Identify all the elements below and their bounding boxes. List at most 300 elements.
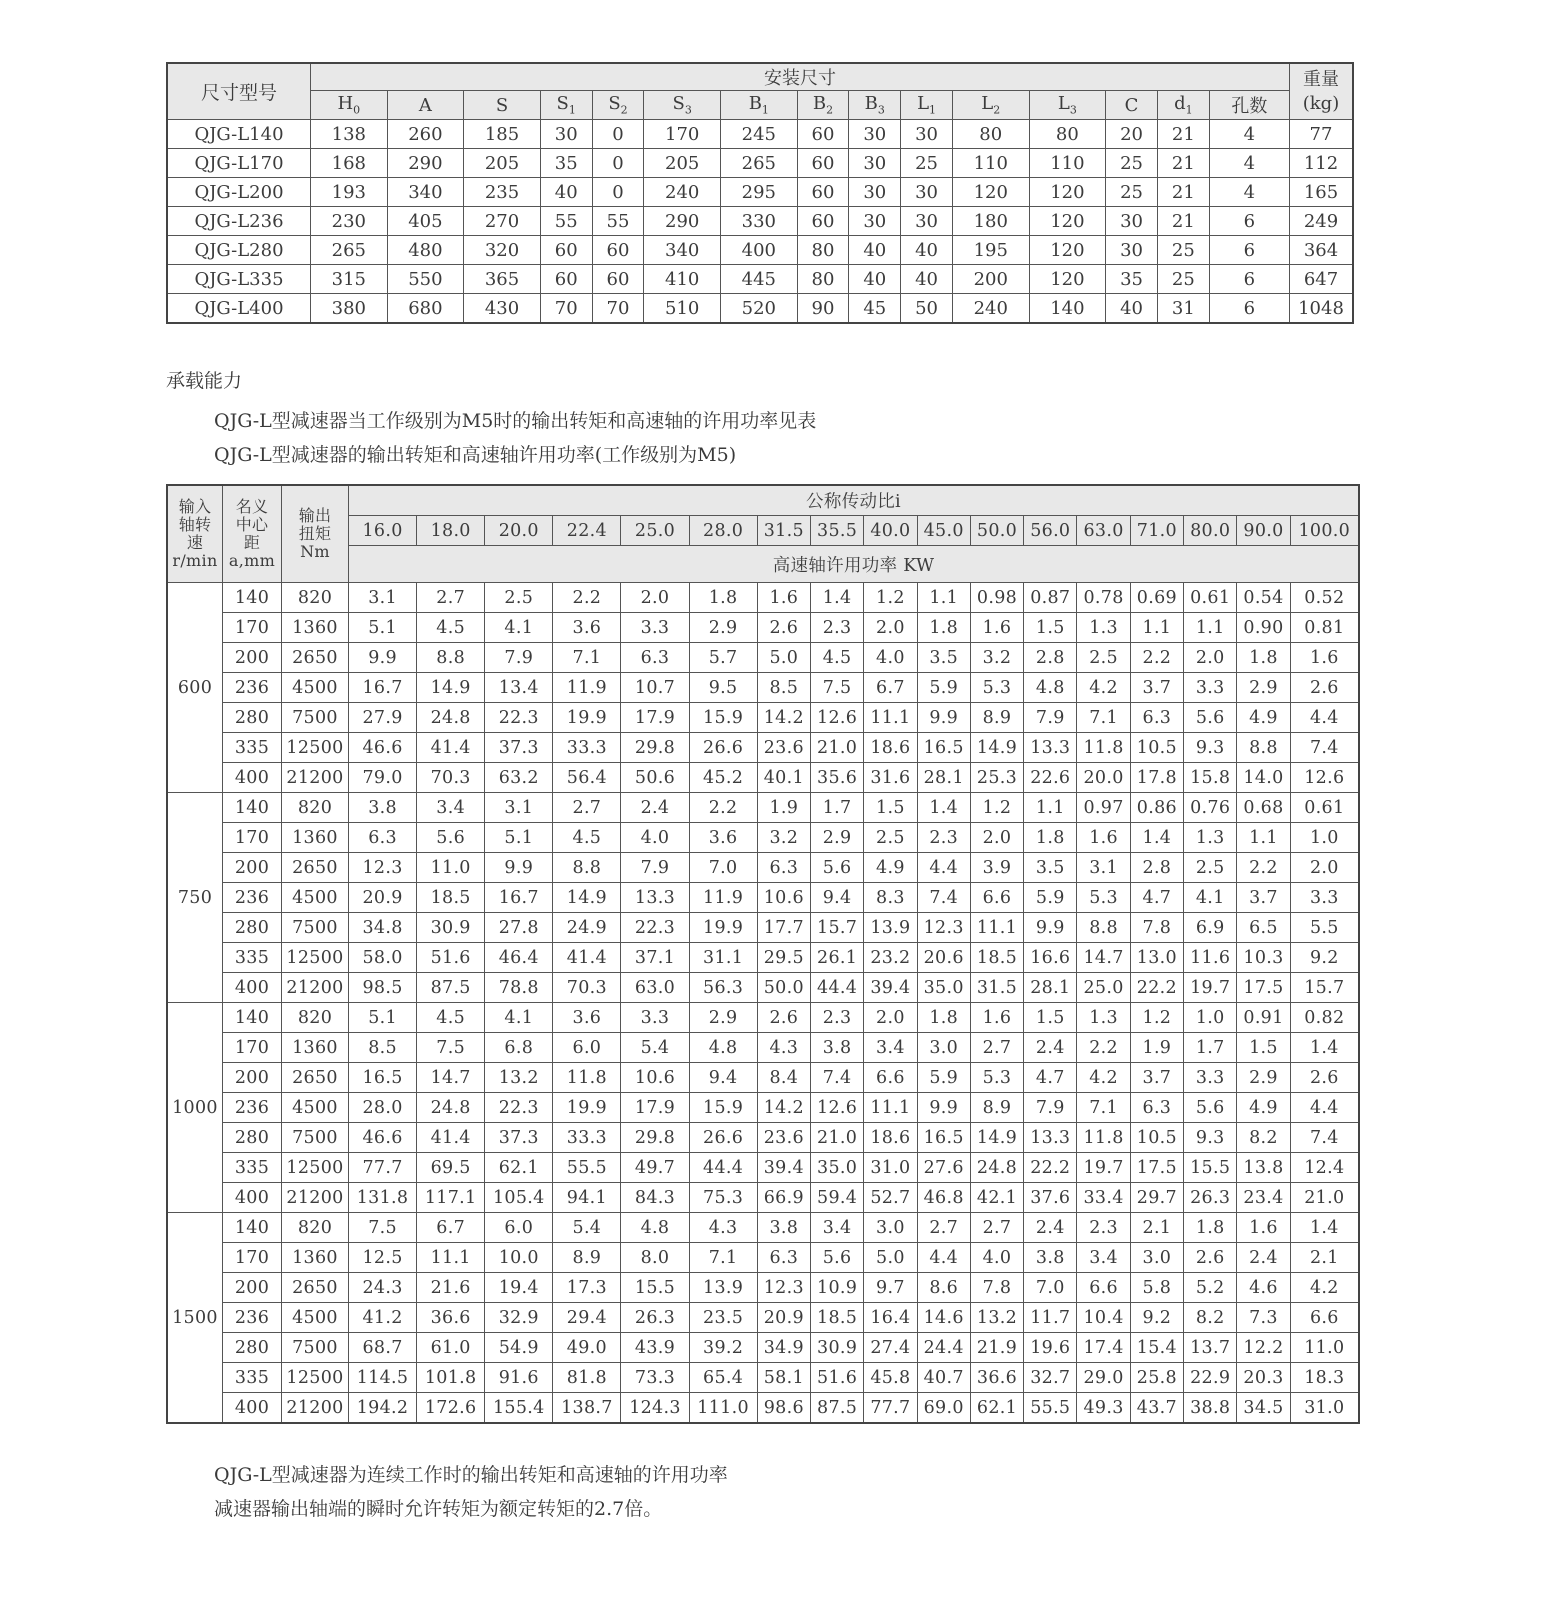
value-cell: 30 bbox=[901, 178, 953, 207]
power-cell: 22.2 bbox=[1024, 1153, 1077, 1183]
power-cell: 10.6 bbox=[621, 1063, 689, 1093]
power-cell: 7.1 bbox=[1077, 703, 1130, 733]
torque-cell: 2650 bbox=[282, 853, 349, 883]
power-cell: 2.3 bbox=[1077, 1213, 1130, 1243]
power-cell: 8.3 bbox=[864, 883, 917, 913]
power-cell: 8.8 bbox=[1237, 733, 1290, 763]
input-speed-header bbox=[167, 485, 223, 583]
center-distance-cell: 170 bbox=[223, 1243, 282, 1273]
power-cell: 52.7 bbox=[864, 1183, 917, 1213]
power-cell: 63.2 bbox=[485, 763, 553, 793]
power-cell: 4.5 bbox=[417, 1003, 485, 1033]
power-cell: 3.6 bbox=[553, 1003, 621, 1033]
power-cell: 0.61 bbox=[1290, 793, 1359, 823]
power-cell: 1.0 bbox=[1290, 823, 1359, 853]
table-row bbox=[167, 763, 1359, 793]
power-cell: 36.6 bbox=[970, 1363, 1023, 1393]
power-cell: 14.9 bbox=[553, 883, 621, 913]
ratio-header: 56.0 bbox=[1024, 516, 1077, 546]
column-symbol: L bbox=[981, 93, 994, 115]
input-speed-cell: 1000 bbox=[167, 1003, 223, 1213]
power-cell: 69.5 bbox=[417, 1153, 485, 1183]
power-cell: 17.9 bbox=[621, 703, 689, 733]
power-cell: 14.0 bbox=[1237, 763, 1290, 793]
power-cell: 3.3 bbox=[1184, 1063, 1237, 1093]
power-cell: 6.5 bbox=[1237, 913, 1290, 943]
ratio-header: 22.4 bbox=[553, 516, 621, 546]
power-cell: 4.2 bbox=[1077, 1063, 1130, 1093]
column-subscript: 1 bbox=[929, 103, 937, 117]
value-cell: 60 bbox=[540, 236, 592, 265]
power-cell: 2.6 bbox=[1290, 673, 1359, 703]
power-cell: 75.3 bbox=[689, 1183, 757, 1213]
power-cell: 49.7 bbox=[621, 1153, 689, 1183]
value-cell: 330 bbox=[721, 207, 798, 236]
torque-cell: 7500 bbox=[282, 1333, 349, 1363]
power-cell: 70.3 bbox=[553, 973, 621, 1003]
power-cell: 31.6 bbox=[864, 763, 917, 793]
power-cell: 0.68 bbox=[1237, 793, 1290, 823]
power-cell: 12.3 bbox=[917, 913, 970, 943]
column-subscript: 3 bbox=[877, 103, 885, 117]
value-cell: 30 bbox=[1106, 236, 1158, 265]
power-cell: 19.9 bbox=[553, 1093, 621, 1123]
power-cell: 0.69 bbox=[1130, 583, 1183, 613]
power-cell: 4.9 bbox=[1237, 703, 1290, 733]
power-cell: 1.2 bbox=[970, 793, 1023, 823]
power-cell: 3.4 bbox=[417, 793, 485, 823]
power-cell: 9.2 bbox=[1130, 1303, 1183, 1333]
power-cell: 21.0 bbox=[1290, 1183, 1359, 1213]
power-cell: 3.0 bbox=[1130, 1243, 1183, 1273]
power-cell: 4.1 bbox=[485, 613, 553, 643]
power-cell: 4.0 bbox=[864, 643, 917, 673]
header-line: 速 bbox=[186, 533, 204, 552]
power-cell: 4.4 bbox=[1290, 703, 1359, 733]
power-cell: 8.8 bbox=[417, 643, 485, 673]
value-cell: 30 bbox=[540, 120, 592, 149]
power-cell: 81.8 bbox=[553, 1363, 621, 1393]
power-cell: 6.9 bbox=[1184, 913, 1237, 943]
power-cell: 1.6 bbox=[970, 1003, 1023, 1033]
power-cell: 1.0 bbox=[1184, 1003, 1237, 1033]
power-cell: 11.9 bbox=[689, 883, 757, 913]
power-cell: 5.4 bbox=[553, 1213, 621, 1243]
column-symbol: B bbox=[864, 93, 878, 115]
power-cell: 32.9 bbox=[485, 1303, 553, 1333]
power-cell: 194.2 bbox=[349, 1393, 417, 1424]
power-cell: 7.4 bbox=[810, 1063, 863, 1093]
power-cell: 117.1 bbox=[417, 1183, 485, 1213]
torque-cell: 21200 bbox=[282, 1393, 349, 1424]
power-cell: 23.5 bbox=[689, 1303, 757, 1333]
power-cell: 39.4 bbox=[757, 1153, 810, 1183]
torque-cell: 21200 bbox=[282, 973, 349, 1003]
table-row bbox=[167, 236, 1353, 265]
power-cell: 98.6 bbox=[757, 1393, 810, 1424]
power-cell: 5.9 bbox=[917, 1063, 970, 1093]
power-cell: 8.8 bbox=[1077, 913, 1130, 943]
power-cell: 8.9 bbox=[970, 703, 1023, 733]
power-cell: 35.0 bbox=[810, 1153, 863, 1183]
table-row bbox=[167, 1273, 1359, 1303]
value-cell: 21 bbox=[1157, 120, 1209, 149]
dimensions-table bbox=[166, 62, 1354, 324]
value-cell: 30 bbox=[849, 207, 901, 236]
power-cell: 2.5 bbox=[864, 823, 917, 853]
value-cell: 120 bbox=[1029, 236, 1106, 265]
power-cell: 1.5 bbox=[1024, 1003, 1077, 1033]
power-cell: 5.6 bbox=[417, 823, 485, 853]
power-cell: 16.5 bbox=[917, 1123, 970, 1153]
power-cell: 2.2 bbox=[689, 793, 757, 823]
ratio-header: 40.0 bbox=[864, 516, 917, 546]
power-cell: 11.1 bbox=[970, 913, 1023, 943]
power-cell: 3.9 bbox=[970, 853, 1023, 883]
value-cell: 80 bbox=[1029, 120, 1106, 149]
power-cell: 0.81 bbox=[1290, 613, 1359, 643]
value-cell: 30 bbox=[849, 178, 901, 207]
power-cell: 54.9 bbox=[485, 1333, 553, 1363]
value-cell: 40 bbox=[1106, 294, 1158, 324]
table-row bbox=[167, 703, 1359, 733]
center-distance-cell: 236 bbox=[223, 673, 282, 703]
ratio-header: 90.0 bbox=[1237, 516, 1290, 546]
power-cell: 16.5 bbox=[917, 733, 970, 763]
power-cell: 15.8 bbox=[1184, 763, 1237, 793]
value-cell: 60 bbox=[797, 178, 849, 207]
power-cell: 31.0 bbox=[864, 1153, 917, 1183]
weight-cell: 364 bbox=[1290, 236, 1354, 265]
power-cell: 6.3 bbox=[757, 853, 810, 883]
weight-cell: 112 bbox=[1290, 149, 1354, 178]
power-cell: 2.6 bbox=[1184, 1243, 1237, 1273]
ratio-header: 18.0 bbox=[417, 516, 485, 546]
value-cell: 365 bbox=[464, 265, 541, 294]
power-cell: 1.3 bbox=[1184, 823, 1237, 853]
torque-cell: 820 bbox=[282, 1003, 349, 1033]
value-cell: 445 bbox=[721, 265, 798, 294]
column-symbol: H bbox=[337, 93, 354, 115]
value-cell: 35 bbox=[540, 149, 592, 178]
power-cell: 1.8 bbox=[1024, 823, 1077, 853]
power-cell: 59.4 bbox=[810, 1183, 863, 1213]
torque-cell: 7500 bbox=[282, 1123, 349, 1153]
power-cell: 27.4 bbox=[864, 1333, 917, 1363]
value-cell: 315 bbox=[311, 265, 388, 294]
power-cell: 45.2 bbox=[689, 763, 757, 793]
power-cell: 29.8 bbox=[621, 1123, 689, 1153]
table-row bbox=[167, 294, 1353, 324]
power-cell: 4.6 bbox=[1237, 1273, 1290, 1303]
table-row bbox=[167, 1153, 1359, 1183]
power-cell: 15.7 bbox=[1290, 973, 1359, 1003]
value-cell: 120 bbox=[1029, 207, 1106, 236]
power-cell: 17.8 bbox=[1130, 763, 1183, 793]
power-cell: 41.4 bbox=[553, 943, 621, 973]
power-cell: 11.8 bbox=[553, 1063, 621, 1093]
table-row bbox=[167, 1093, 1359, 1123]
torque-cell: 1360 bbox=[282, 1033, 349, 1063]
column-symbol: S bbox=[556, 93, 569, 115]
power-cell: 13.3 bbox=[621, 883, 689, 913]
value-cell: 6 bbox=[1209, 294, 1289, 324]
torque-cell: 4500 bbox=[282, 1093, 349, 1123]
power-cell: 12.4 bbox=[1290, 1153, 1359, 1183]
value-cell: 120 bbox=[952, 178, 1029, 207]
power-cell: 28.1 bbox=[1024, 973, 1077, 1003]
table-row bbox=[167, 1333, 1359, 1363]
power-cell: 2.3 bbox=[917, 823, 970, 853]
value-cell: 410 bbox=[644, 265, 721, 294]
power-cell: 10.3 bbox=[1237, 943, 1290, 973]
power-cell: 6.3 bbox=[1130, 703, 1183, 733]
power-cell: 4.5 bbox=[417, 613, 485, 643]
power-cell: 2.9 bbox=[810, 823, 863, 853]
power-cell: 11.0 bbox=[417, 853, 485, 883]
weight-cell: 249 bbox=[1290, 207, 1354, 236]
power-cell: 8.6 bbox=[917, 1273, 970, 1303]
power-cell: 61.0 bbox=[417, 1333, 485, 1363]
power-cell: 4.2 bbox=[1077, 673, 1130, 703]
power-cell: 45.8 bbox=[864, 1363, 917, 1393]
power-cell: 13.3 bbox=[1024, 1123, 1077, 1153]
model-cell: QJG-L280 bbox=[167, 236, 311, 265]
model-cell: QJG-L170 bbox=[167, 149, 311, 178]
center-distance-cell: 170 bbox=[223, 823, 282, 853]
power-cell: 2.0 bbox=[1290, 853, 1359, 883]
power-cell: 15.9 bbox=[689, 703, 757, 733]
column-symbol: S bbox=[608, 93, 621, 115]
column-symbol: B bbox=[812, 93, 827, 115]
header-line: Nm bbox=[300, 542, 330, 561]
power-cell: 18.5 bbox=[810, 1303, 863, 1333]
ratio-header: 80.0 bbox=[1184, 516, 1237, 546]
power-cell: 12.5 bbox=[349, 1243, 417, 1273]
power-cell: 49.3 bbox=[1077, 1393, 1130, 1424]
ratio-header: 16.0 bbox=[349, 516, 417, 546]
power-cell: 131.8 bbox=[349, 1183, 417, 1213]
input-speed-cell: 600 bbox=[167, 583, 223, 793]
value-cell: 90 bbox=[797, 294, 849, 324]
power-cell: 4.5 bbox=[553, 823, 621, 853]
power-title: 高速轴许用功率 KW bbox=[349, 546, 1360, 583]
power-cell: 12.6 bbox=[810, 1093, 863, 1123]
power-cell: 25.0 bbox=[1077, 973, 1130, 1003]
value-cell: 193 bbox=[311, 178, 388, 207]
torque-cell: 4500 bbox=[282, 883, 349, 913]
table-row bbox=[167, 1213, 1359, 1243]
power-cell: 4.7 bbox=[1130, 883, 1183, 913]
power-cell: 6.6 bbox=[1077, 1273, 1130, 1303]
power-cell: 9.9 bbox=[917, 703, 970, 733]
power-cell: 6.6 bbox=[1290, 1303, 1359, 1333]
power-cell: 43.7 bbox=[1130, 1393, 1183, 1424]
power-cell: 24.8 bbox=[417, 1093, 485, 1123]
power-cell: 17.4 bbox=[1077, 1333, 1130, 1363]
table-row bbox=[167, 643, 1359, 673]
power-cell: 13.9 bbox=[864, 913, 917, 943]
value-cell: 270 bbox=[464, 207, 541, 236]
power-cell: 31.0 bbox=[1290, 1393, 1359, 1424]
power-cell: 56.3 bbox=[689, 973, 757, 1003]
power-cell: 13.4 bbox=[485, 673, 553, 703]
power-cell: 34.5 bbox=[1237, 1393, 1290, 1424]
value-cell: 120 bbox=[1029, 265, 1106, 294]
value-cell: 45 bbox=[849, 294, 901, 324]
power-cell: 26.3 bbox=[621, 1303, 689, 1333]
power-cell: 5.6 bbox=[810, 853, 863, 883]
weight-cell: 647 bbox=[1290, 265, 1354, 294]
power-cell: 29.8 bbox=[621, 733, 689, 763]
power-cell: 7.1 bbox=[1077, 1093, 1130, 1123]
power-cell: 2.5 bbox=[485, 583, 553, 613]
power-cell: 78.8 bbox=[485, 973, 553, 1003]
power-cell: 1.3 bbox=[1077, 613, 1130, 643]
model-cell: QJG-L200 bbox=[167, 178, 311, 207]
power-cell: 12.6 bbox=[810, 703, 863, 733]
power-cell: 6.7 bbox=[417, 1213, 485, 1243]
power-cell: 55.5 bbox=[1024, 1393, 1077, 1424]
power-cell: 0.90 bbox=[1237, 613, 1290, 643]
power-cell: 29.5 bbox=[757, 943, 810, 973]
power-cell: 66.9 bbox=[757, 1183, 810, 1213]
table-row bbox=[167, 265, 1353, 294]
power-cell: 1.1 bbox=[1184, 613, 1237, 643]
power-cell: 22.9 bbox=[1184, 1363, 1237, 1393]
power-cell: 28.0 bbox=[349, 1093, 417, 1123]
power-cell: 2.4 bbox=[1237, 1243, 1290, 1273]
power-cell: 13.2 bbox=[485, 1063, 553, 1093]
power-cell: 2.2 bbox=[1130, 643, 1183, 673]
power-cell: 2.6 bbox=[1290, 1063, 1359, 1093]
weight-cell: 165 bbox=[1290, 178, 1354, 207]
power-cell: 50.0 bbox=[757, 973, 810, 1003]
power-cell: 2.6 bbox=[757, 613, 810, 643]
center-distance-header bbox=[223, 485, 282, 583]
center-distance-cell: 400 bbox=[223, 973, 282, 1003]
power-cell: 1.5 bbox=[864, 793, 917, 823]
power-cell: 6.7 bbox=[864, 673, 917, 703]
value-cell: 110 bbox=[1029, 149, 1106, 178]
value-cell: 140 bbox=[1029, 294, 1106, 324]
value-cell: 60 bbox=[797, 149, 849, 178]
power-cell: 13.7 bbox=[1184, 1333, 1237, 1363]
power-cell: 37.3 bbox=[485, 1123, 553, 1153]
power-cell: 3.1 bbox=[1077, 853, 1130, 883]
table-row bbox=[167, 1033, 1359, 1063]
power-cell: 9.2 bbox=[1290, 943, 1359, 973]
value-cell: 340 bbox=[387, 178, 464, 207]
value-cell: 195 bbox=[952, 236, 1029, 265]
value-cell: 430 bbox=[464, 294, 541, 324]
value-cell: 30 bbox=[849, 120, 901, 149]
value-cell: 168 bbox=[311, 149, 388, 178]
power-cell: 62.1 bbox=[970, 1393, 1023, 1424]
power-cell: 2.3 bbox=[810, 1003, 863, 1033]
value-cell: 60 bbox=[592, 236, 644, 265]
power-cell: 1.8 bbox=[689, 583, 757, 613]
power-cell: 3.0 bbox=[864, 1213, 917, 1243]
power-cell: 40.1 bbox=[757, 763, 810, 793]
value-cell: 6 bbox=[1209, 265, 1289, 294]
value-cell: 40 bbox=[849, 265, 901, 294]
value-cell: 205 bbox=[644, 149, 721, 178]
power-cell: 8.8 bbox=[553, 853, 621, 883]
center-distance-cell: 280 bbox=[223, 1123, 282, 1153]
power-cell: 20.9 bbox=[757, 1303, 810, 1333]
center-distance-cell: 140 bbox=[223, 583, 282, 613]
table-row bbox=[167, 120, 1353, 149]
power-cell: 13.0 bbox=[1130, 943, 1183, 973]
power-cell: 3.7 bbox=[1130, 673, 1183, 703]
power-cell: 5.0 bbox=[864, 1243, 917, 1273]
power-cell: 9.5 bbox=[689, 673, 757, 703]
ratio-header: 25.0 bbox=[621, 516, 689, 546]
power-cell: 3.1 bbox=[349, 583, 417, 613]
value-cell: 340 bbox=[644, 236, 721, 265]
power-cell: 9.3 bbox=[1184, 1123, 1237, 1153]
value-cell: 260 bbox=[387, 120, 464, 149]
ratio-header: 20.0 bbox=[485, 516, 553, 546]
power-cell: 58.0 bbox=[349, 943, 417, 973]
power-cell: 4.8 bbox=[621, 1213, 689, 1243]
power-cell: 44.4 bbox=[689, 1153, 757, 1183]
value-cell: 35 bbox=[1106, 265, 1158, 294]
value-cell: 31 bbox=[1157, 294, 1209, 324]
power-cell: 4.7 bbox=[1024, 1063, 1077, 1093]
header-line: 距 bbox=[243, 533, 261, 552]
power-cell: 51.6 bbox=[417, 943, 485, 973]
power-cell: 30.9 bbox=[810, 1333, 863, 1363]
power-cell: 8.9 bbox=[553, 1243, 621, 1273]
power-cell: 7.3 bbox=[1237, 1303, 1290, 1333]
power-cell: 10.9 bbox=[810, 1273, 863, 1303]
power-cell: 9.9 bbox=[1024, 913, 1077, 943]
value-cell: 235 bbox=[464, 178, 541, 207]
power-cell: 7.5 bbox=[349, 1213, 417, 1243]
power-cell: 2.1 bbox=[1290, 1243, 1359, 1273]
center-distance-cell: 140 bbox=[223, 1213, 282, 1243]
power-cell: 15.4 bbox=[1130, 1333, 1183, 1363]
power-cell: 12.3 bbox=[757, 1273, 810, 1303]
value-cell: 170 bbox=[644, 120, 721, 149]
power-cell: 16.5 bbox=[349, 1063, 417, 1093]
power-cell: 5.3 bbox=[970, 673, 1023, 703]
value-cell: 21 bbox=[1157, 207, 1209, 236]
ratio-header: 63.0 bbox=[1077, 516, 1130, 546]
section-title: 承载能力 bbox=[166, 370, 243, 392]
table-row bbox=[167, 883, 1359, 913]
center-distance-cell: 170 bbox=[223, 613, 282, 643]
power-cell: 3.3 bbox=[1290, 883, 1359, 913]
ratio-header: 35.5 bbox=[810, 516, 863, 546]
power-cell: 26.6 bbox=[689, 1123, 757, 1153]
column-subscript: 0 bbox=[353, 103, 361, 117]
power-cell: 5.6 bbox=[810, 1243, 863, 1273]
header-line: 轴转 bbox=[178, 515, 212, 534]
table-row bbox=[167, 973, 1359, 1003]
power-cell: 13.3 bbox=[1024, 733, 1077, 763]
power-cell: 8.9 bbox=[970, 1093, 1023, 1123]
power-cell: 24.3 bbox=[349, 1273, 417, 1303]
power-cell: 7.8 bbox=[970, 1273, 1023, 1303]
power-cell: 0.98 bbox=[970, 583, 1023, 613]
torque-cell: 2650 bbox=[282, 643, 349, 673]
value-cell: 30 bbox=[901, 207, 953, 236]
power-cell: 2.0 bbox=[864, 613, 917, 643]
power-cell: 22.6 bbox=[1024, 763, 1077, 793]
